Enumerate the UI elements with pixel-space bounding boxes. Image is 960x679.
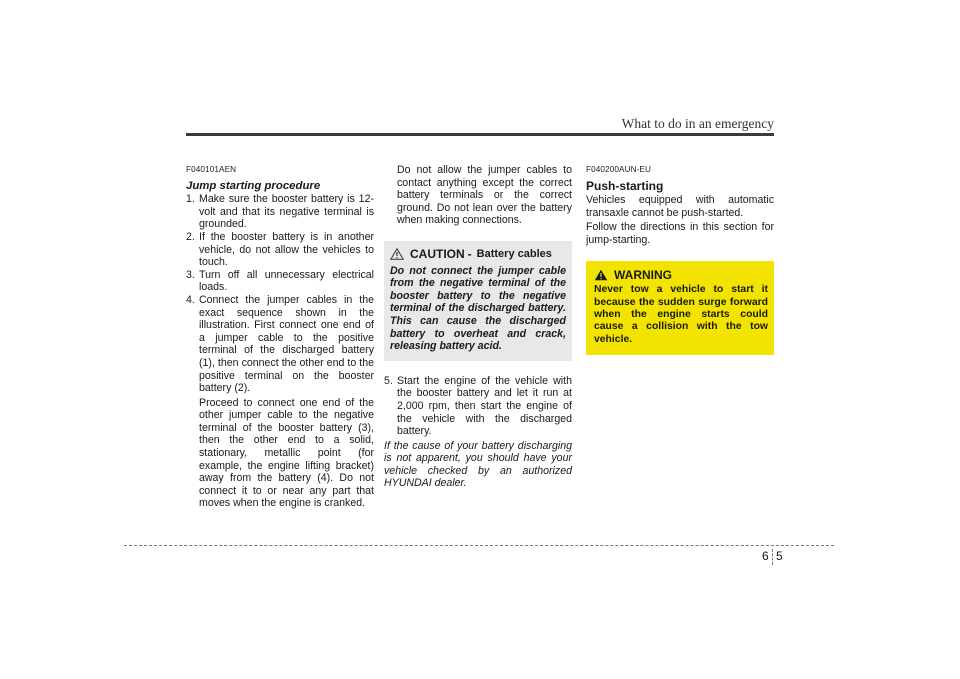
list-item: 1. Make sure the booster battery is 12-volt and that its negative terminal is grounded. — [186, 193, 374, 231]
warning-label: WARNING — [614, 267, 672, 282]
page-number: 5 — [776, 549, 783, 563]
paragraph: Do not allow the jumper cables to contact anything except the correct battery terminals or the correct ground. Do not lean over the battery when making connections. — [397, 164, 572, 227]
header-rule — [186, 133, 774, 136]
chapter-number: 6 — [762, 549, 769, 563]
section-code: F040101AEN — [186, 165, 237, 174]
caution-label: CAUTION — [410, 246, 465, 261]
section-heading: Push-starting — [586, 178, 664, 193]
caution-subject: Battery cables — [476, 247, 552, 260]
caution-header — [390, 248, 566, 261]
warning-triangle-icon — [390, 248, 404, 260]
caution-text: Do not connect the jumper cable from the negative terminal of the booster battery to the negative terminal of the discharged battery. This can cause the discharged battery to overheat and crack, releasing battery acid. — [390, 264, 566, 353]
list-item: 2. If the booster battery is in another vehicle, do not allow the vehicles to touch. — [186, 230, 374, 269]
section-code: F040200AUN-EU — [586, 165, 652, 174]
page-number-separator — [772, 549, 773, 565]
warning-box — [586, 261, 774, 356]
paragraph: Vehicles equipped with automatic transaxle cannot be push-started. — [586, 194, 774, 219]
footer-rule — [124, 545, 834, 546]
column-left — [186, 164, 374, 510]
warning-header — [594, 269, 768, 282]
warning-text: Never tow a vehicle to start it because the sudden surge forward when the engine starts could cause a collision with the tow vehicle. — [594, 284, 768, 345]
column-middle — [384, 164, 572, 490]
list-item: 5. Start the engine of the vehicle with the booster battery and let it run at 2,000 rpm, then start the engine of the vehicle with the discharged battery. — [384, 374, 572, 438]
warning-triangle-icon — [594, 269, 608, 281]
paragraph: Follow the directions in this section for jump-starting. — [586, 221, 774, 246]
caution-box — [384, 241, 572, 361]
section-title: What to do in an emergency — [621, 116, 774, 131]
column-right — [586, 164, 774, 355]
paragraph: Proceed to connect one end of the other jumper cable to the negative terminal of the booster battery (3), then the other end to a solid, stationary, metallic point (for example, the engine lifting bracket) away from the battery (4). Do not connect it to or near any part that moves when the engine is cranked. — [199, 396, 374, 510]
list-item: 3. Turn off all unnecessary electrical loads. — [186, 268, 374, 294]
caution-separator: - — [467, 246, 472, 261]
note-paragraph: If the cause of your battery discharging is not apparent, you should have your vehicle checked by an authorized HYUNDAI dealer. — [384, 439, 572, 490]
subsection-title: Jump starting procedure — [186, 179, 321, 192]
list-item: 4. Connect the jumper cables in the exact sequence shown in the illustration. First connect one end of a jumper cable to the positive terminal of the discharged battery (1), then connect the other end to the positive terminal on the booster battery (2). — [186, 293, 374, 395]
